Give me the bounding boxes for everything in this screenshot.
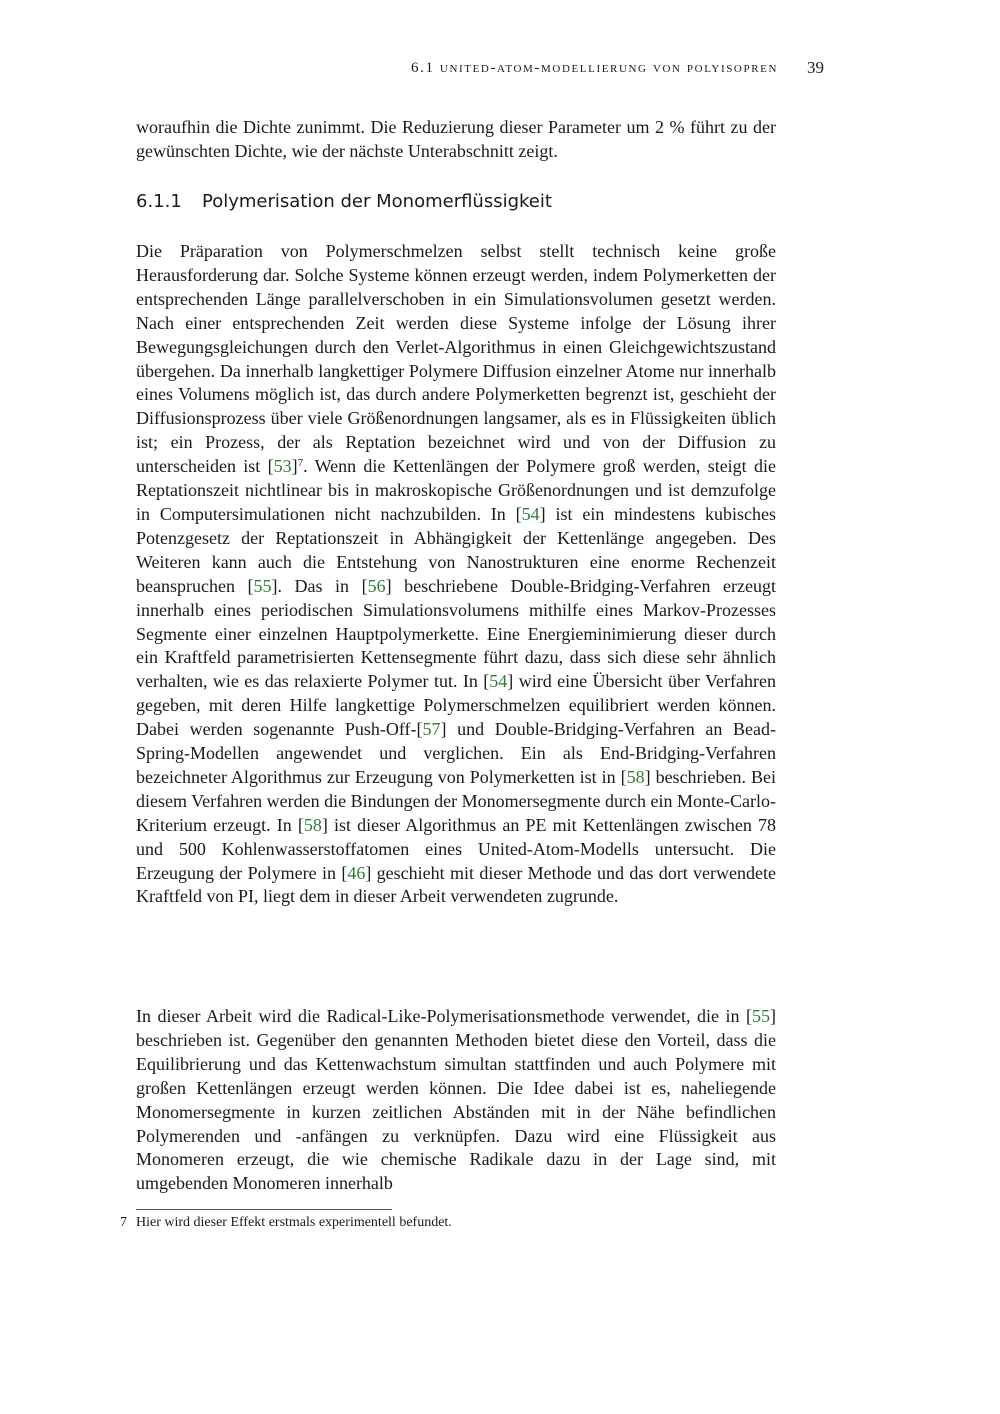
footnote-mark: 7: [120, 1215, 127, 1230]
body-paragraph-2: [136, 1005, 776, 1196]
footnote: [120, 1214, 452, 1232]
intro-text: woraufhin die Dichte zunimmt. Die Reduzierung dieser Parameter um 2 % führt zu der gewünschten Dichte, wie der nächste Unterabschnitt zeigt.: [136, 117, 776, 161]
footnote-text: Hier wird dieser Effekt erstmals experimentell befundet.: [136, 1215, 452, 1230]
intro-paragraph: [136, 116, 776, 164]
text-run: ] ist ein mindestens kubisches Potenzgesetz der Reptationszeit in Abhängigkeit der Kettenlänge angegeben. Des Weiteren kann auch die Entstehung von Nanostrukturen eine enorme Rechenzeit beanspruchen [: [136, 503, 776, 596]
citation-link[interactable]: 46: [347, 862, 366, 883]
text-run: ]. Das in [: [271, 575, 368, 596]
footnote-divider: [136, 1209, 392, 1210]
text-run: Die Präparation von Polymerschmelzen selbst stellt technisch keine große Herausforderung dar. Solche Systeme können erzeugt werden, indem Polymerketten der entsprechenden Länge parallelverschoben in ein Simulationsvolumen gesetzt werden. Nach einer entsprechenden Zeit werden diese Systeme infolge der Lösung ihrer Bewegungsgleichungen durch den Verlet-Algorithmus in einen Gleichgewichtszustand übergehen. Da innerhalb langkettiger Polymere Diffusion einzelner Atome nur innerhalb eines Volumens möglich ist, das durch andere Polymerketten begrenzt ist, geschieht der Diffusionsprozess über viele Größenordnungen langsamer, als es in Flüssigkeiten üblich ist; ein Prozess, der als Reptation bezeichnet wird und von der Diffusion zu unterscheiden ist [: [136, 241, 776, 477]
text-run: . Wenn die Kettenlängen der Polymere groß werden, steigt die Reptationszeit nichtlinear bis in makroskopische Größenordnungen und ist demzufolge in Computersimulationen nicht nachzubilden. In [: [136, 456, 776, 524]
running-header: [136, 58, 824, 82]
running-title: 6.1 united-atom-modellierung von polyisopren: [411, 60, 778, 76]
text-run: ]: [291, 456, 298, 477]
text-run: ] und Double-Bridging-Verfahren an Bead-Spring-Modellen angewendet und verglichen. Ein als End-Bridging-Verfahren bezeichneter Algorithmus zur Erzeugung von Polymerketten ist in [: [136, 719, 776, 787]
text-run: ] beschrieben ist. Gegenüber den genannten Methoden bietet diese den Vorteil, dass die Equilibrierung und das Kettenwachstum simultan stattfinden und auch Polymere mit großen Kettenlängen erzeugt werden können. Die Idee dabei ist es, naheliegende Monomersegmente in kurzen zeitlichen Abständen mit in der Nähe befindlichen Polymerenden und -anfängen zu verknüpfen. Dazu wird eine Flüssigkeit aus Monomeren erzeugt, die wie chemische Radikale dazu in der Lage sind, mit umgebenden Monomeren innerhalb: [136, 1006, 776, 1194]
citation-link[interactable]: 58: [303, 814, 322, 835]
citation-link[interactable]: 55: [752, 1006, 770, 1026]
section-title: Polymerisation der Monomerflüssigkeit: [202, 191, 552, 212]
section-heading: [136, 191, 552, 212]
text-run: In dieser Arbeit wird die Radical-Like-Polymerisationsmethode verwendet, die in [: [136, 1006, 752, 1026]
body-paragraph-1: [136, 240, 776, 909]
citation-link[interactable]: 54: [521, 503, 540, 524]
text-run: ] wird eine Übersicht über Verfahren gegeben, mit deren Hilfe langkettige Polymerschmelzen equilibriert werden können. Dabei werden sogenannte Push-Off-[: [136, 671, 776, 740]
citation-link[interactable]: 58: [626, 766, 645, 787]
citation-link[interactable]: 53: [273, 456, 292, 477]
section-number: 6.1.1: [136, 191, 182, 212]
page-number: 39: [807, 58, 824, 77]
text-run: ] beschrieben. Bei diesem Verfahren werden die Bindungen der Monomersegmente durch ein Monte-Carlo-Kriterium erzeugt. In [: [136, 766, 776, 835]
citation-link[interactable]: 56: [367, 575, 386, 596]
text-run: ] geschieht mit dieser Methode und das dort verwendete Kraftfeld von PI, liegt dem in dieser Arbeit verwendeten zugrunde.: [136, 862, 776, 907]
citation-link[interactable]: 54: [489, 671, 508, 692]
citation-link[interactable]: 57: [422, 719, 441, 740]
footnote-reference[interactable]: 7: [297, 457, 304, 470]
citation-link[interactable]: 55: [253, 575, 272, 596]
text-run: ] ist dieser Algorithmus an PE mit Kettenlängen zwischen 78 und 500 Kohlenwasserstoffatomen eines United-Atom-Modells untersucht. Die Erzeugung der Polymere in [: [136, 814, 776, 883]
text-run: ] beschriebene Double-Bridging-Verfahren erzeugt innerhalb eines periodischen Simulationsvolumens mithilfe eines Markov-Prozesses Segmente einer einzelnen Hauptpolymerkette. Eine Energieminimierung dieser durch ein Kraftfeld parametrisierten Kettensegmente führt dazu, dass sich diese sehr ähnlich verhalten, wie es das relaxierte Polymer tut. In [: [136, 575, 776, 692]
